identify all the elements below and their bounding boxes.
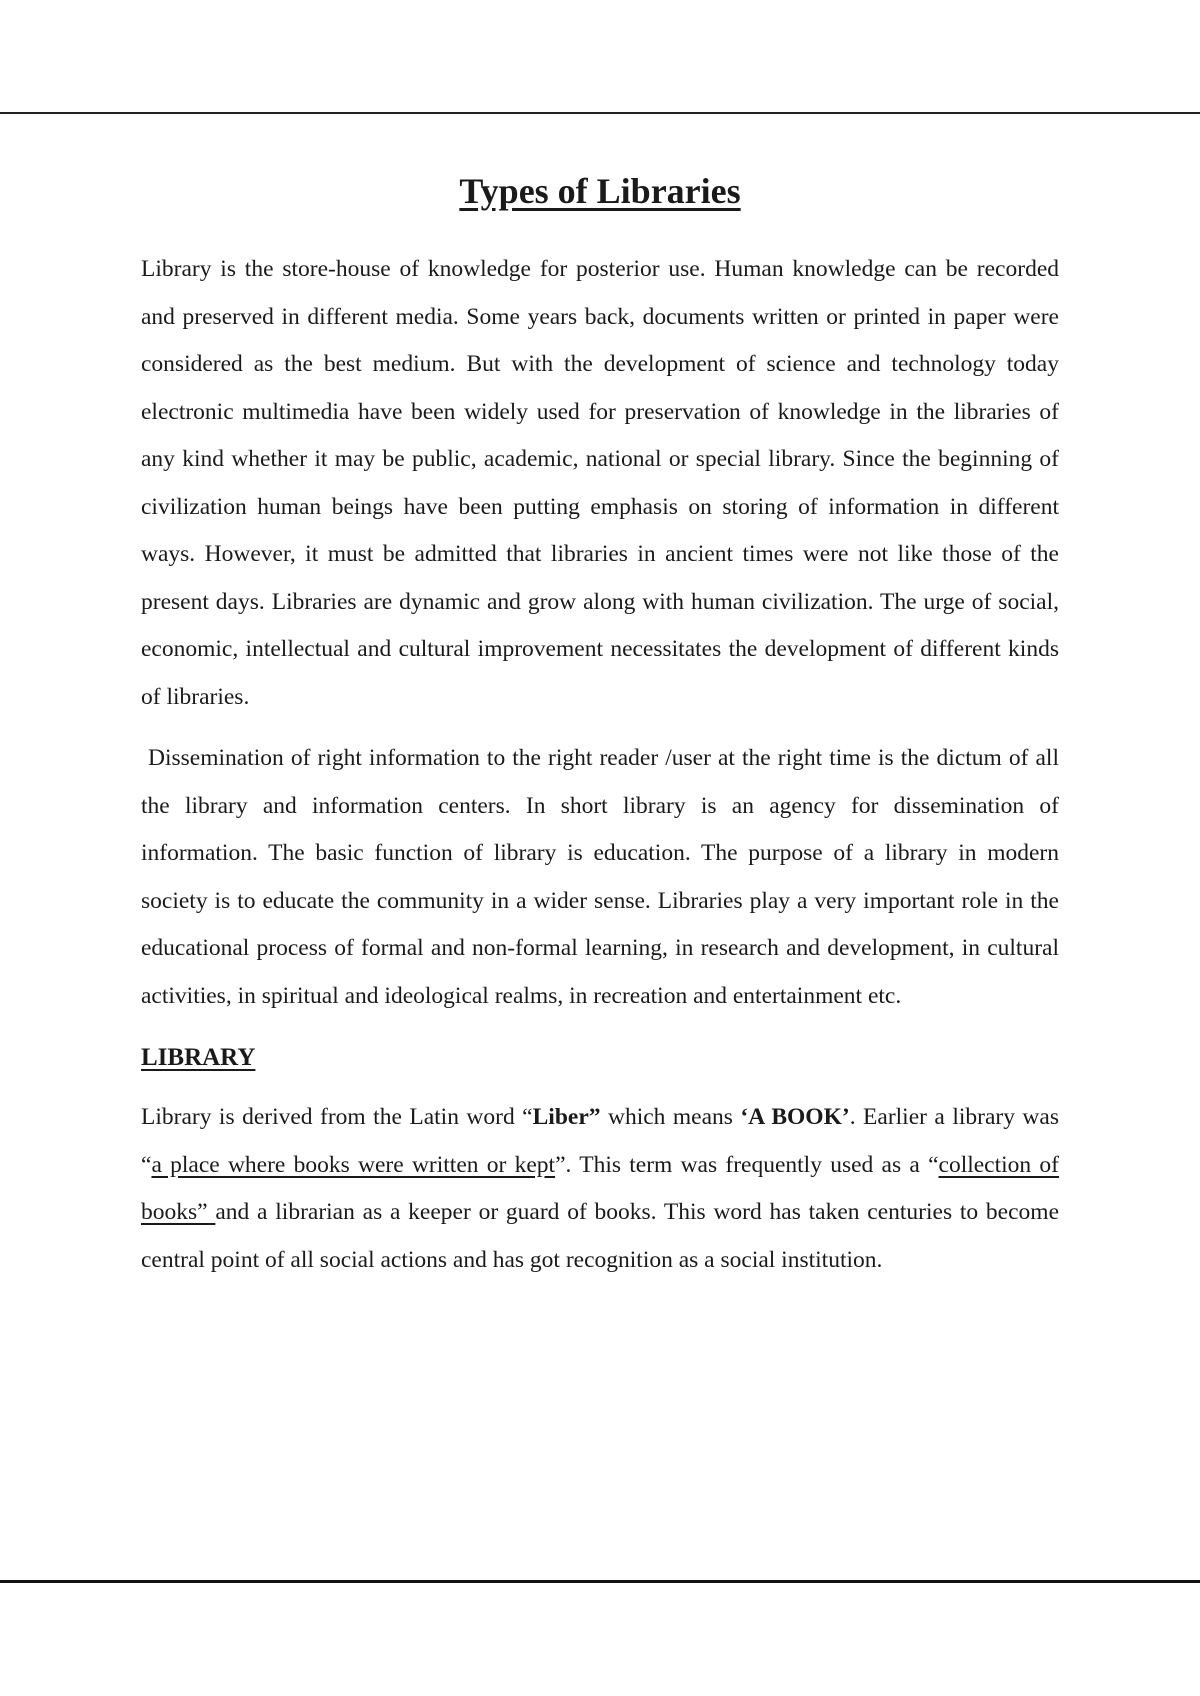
- page-title: Types of Libraries: [459, 171, 741, 211]
- underlined-place-phrase: a place where books were written or kept: [151, 1151, 556, 1178]
- definition-text-3: . Earlier a library was “: [141, 1104, 1059, 1178]
- underlined-collection-phrase: collection of books”: [141, 1151, 1060, 1225]
- section-heading-library: LIBRARY: [141, 1044, 256, 1071]
- latin-word-liber: Liber”: [532, 1104, 601, 1130]
- bottom-rule: [0, 1580, 1200, 1583]
- document-body: [141, 166, 1059, 1298]
- definition-text-2: which means: [600, 1104, 741, 1130]
- definition-text-1: Library is derived from the Latin word “: [141, 1104, 533, 1130]
- intro-paragraph-1: Library is the store-house of knowledge for posterior use. Human knowledge can be recorded and preserved in different media. Some years back, documents written or printed in paper were considered as the best medium. But with the development of science and technology today electronic multimedia have been widely used for preservation of knowledge in the libraries of any kind whether it may be public, academic, national or special library. Since the beginning of civilization human beings have been putting emphasis on storing of information in different ways. However, it must be admitted that libraries in ancient times were not like those of the present days. Libraries are dynamic and grow along with human civilization. The urge of social, economic, intellectual and cultural improvement necessitates the development of different kinds of libraries.: [141, 256, 1059, 710]
- library-definition-paragraph: [141, 1094, 1059, 1284]
- definition-text-4: ”. This term was frequently used as a “: [555, 1151, 939, 1178]
- definition-text-5: and a librarian as a keeper or guard of books. This word has taken centuries to become central point of all social actions and has got recognition as a social institution.: [141, 1199, 1059, 1273]
- intro-paragraph-2: Dissemination of right information to the right reader /user at the right time is the dictum of all the library and information centers. In short library is an agency for dissemination of information. The basic function of library is education. The purpose of a library in modern society is to educate the community in a wider sense. Libraries play a very important role in the educational process of formal and non-formal learning, in research and development, in cultural activities, in spiritual and ideological realms, in recreation and entertainment etc.: [141, 745, 1059, 1009]
- top-rule: [0, 112, 1200, 114]
- a-book-term: ‘A BOOK’: [740, 1104, 850, 1130]
